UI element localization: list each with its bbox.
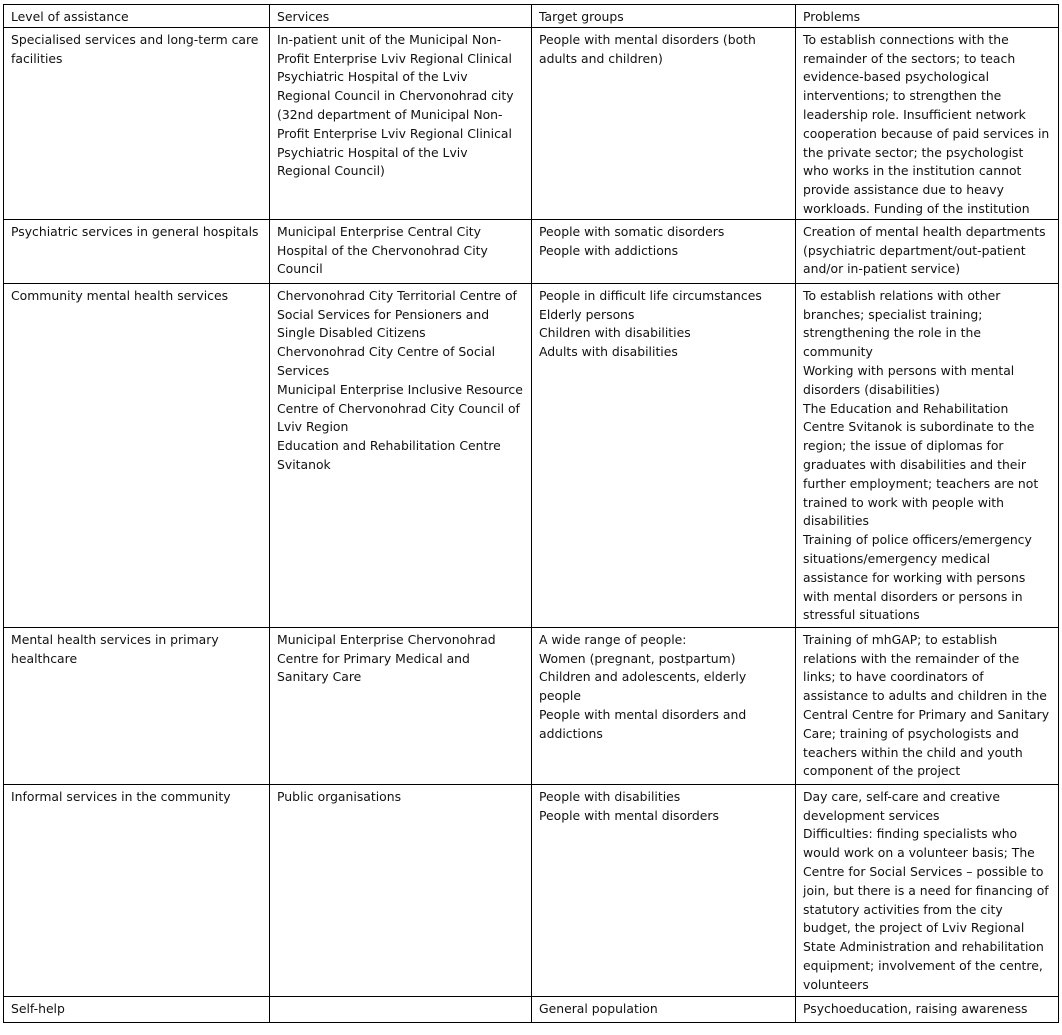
cell-text: Chervonohrad City Centre of Social Services	[277, 344, 496, 378]
cell-text: Training of mhGAP; to establish relations with the remainder of the links; to have coordinators of assistance to adults and children in the Central Centre for Primary and Sanitary Care; training of psychologists and teachers within the child and youth component of the project	[803, 631, 1050, 779]
cell-services	[270, 27, 532, 219]
table-row	[4, 996, 1059, 1022]
cell-services	[270, 627, 532, 784]
cell-target-groups	[532, 283, 796, 627]
cell-target-groups	[532, 627, 796, 784]
table-row	[4, 283, 1059, 627]
cell-level	[4, 627, 270, 784]
cell-text: Difficulties: finding specialists who would work on a volunteer basis; The Centre for Social Services – possible to join, but there is a need for financing of statutory activities from the city budget, the project of Lviv Regional State Administration and rehabilitation equipment; involvement of the centre, volunteers	[803, 826, 1049, 992]
header-level: Level of assistance	[4, 5, 270, 28]
cell-text: Education and Rehabilitation Centre Svitanok	[277, 438, 501, 472]
cell-level	[4, 27, 270, 219]
cell-level	[4, 996, 270, 1022]
cell-services	[270, 283, 532, 627]
cell-text: Municipal Enterprise Inclusive Resource Centre of Chervonohrad City Council of Lviv Region	[277, 381, 523, 435]
cell-text: In-patient unit of the Municipal Non-Profit Enterprise Lviv Regional Clinical Psychiatric Hospital of the Lviv Regional Council in Chervonohrad city (32nd department of Municipal Non-Profit Enterprise Lviv Regional Clinical Psychiatric Hospital of the Lviv Regional Council)	[277, 31, 514, 179]
cell-text: Women (pregnant, postpartum)	[539, 650, 736, 666]
cell-text: People with addictions	[539, 242, 679, 258]
cell-text: Public organisations	[277, 788, 402, 804]
cell-text: A wide range of people:	[539, 631, 687, 647]
cell-text: Chervonohrad City Territorial Centre of Social Services for Pensioners and Single Disabled Citizens	[277, 287, 517, 341]
cell-text: Self-help	[11, 1000, 65, 1016]
cell-problems	[796, 784, 1059, 996]
cell-text: People with somatic disorders	[539, 223, 725, 239]
table-row	[4, 627, 1059, 784]
table-row	[4, 784, 1059, 996]
cell-problems	[796, 627, 1059, 784]
cell-text: Day care, self-care and creative development services	[803, 788, 1000, 823]
cell-text: People with mental disorders and addictions	[539, 706, 747, 741]
cell-text: Children with disabilities	[539, 325, 691, 341]
cell-text: Psychiatric services in general hospitals	[11, 223, 259, 239]
cell-level	[4, 784, 270, 996]
cell-level	[4, 283, 270, 627]
cell-text: Working with persons with mental disorders (disabilities)	[803, 362, 1015, 397]
cell-text: Mental health services in primary healthcare	[11, 631, 219, 666]
cell-text: People with mental disorders (both adults and children)	[539, 31, 756, 66]
cell-text: Municipal Enterprise Chervonohrad Centre for Primary Medical and Sanitary Care	[277, 631, 496, 685]
cell-text: People with disabilities	[539, 788, 681, 804]
cell-text: Elderly persons	[539, 306, 635, 322]
table-row	[4, 27, 1059, 219]
cell-text: Children and adolescents, elderly people	[539, 669, 747, 704]
cell-text: To establish connections with the remainder of the sectors; to teach evidence-based psychological interventions; to strengthen the leadership role. Insufficient network cooperation because of paid services in the private sector; the psychologist who works in the institution cannot provide assistance due to heavy workloads. Funding of the institution	[803, 31, 1050, 216]
header-target-groups: Target groups	[532, 5, 796, 28]
table-row	[4, 219, 1059, 283]
cell-problems	[796, 996, 1059, 1022]
cell-services	[270, 996, 532, 1022]
header-row	[4, 5, 1059, 28]
assistance-table	[3, 4, 1059, 1023]
cell-text: People with mental disorders	[539, 807, 719, 823]
cell-text: Specialised services and long-term care facilities	[11, 31, 259, 66]
cell-text: Training of police officers/emergency situations/emergency medical assistance for working with persons with mental disorders or persons in stressful situations	[803, 532, 1032, 623]
cell-text: Community mental health services	[11, 287, 229, 303]
cell-target-groups	[532, 784, 796, 996]
cell-text: Adults with disabilities	[539, 344, 678, 360]
cell-target-groups	[532, 996, 796, 1022]
cell-text: Psychoeducation, raising awareness	[803, 1000, 1028, 1016]
cell-text: Informal services in the community	[11, 788, 231, 804]
cell-target-groups	[532, 219, 796, 283]
cell-text: To establish relations with other branches; specialist training; strengthening the role in the community	[803, 287, 1001, 360]
header-problems: Problems	[796, 5, 1059, 28]
cell-services	[270, 784, 532, 996]
cell-text: The Education and Rehabilitation Centre Svitanok is subordinate to the region; the issue of diplomas for graduates with disabilities and their further employment; teachers are not trained to work with people with disabilities	[803, 400, 1039, 529]
cell-problems	[796, 27, 1059, 219]
cell-text: Municipal Enterprise Central City Hospital of the Chervonohrad City Council	[277, 223, 488, 277]
cell-level	[4, 219, 270, 283]
cell-text: General population	[539, 1000, 658, 1016]
cell-text: People in difficult life circumstances	[539, 287, 762, 303]
cell-target-groups	[532, 27, 796, 219]
cell-problems	[796, 283, 1059, 627]
cell-problems	[796, 219, 1059, 283]
header-services: Services	[270, 5, 532, 28]
cell-services	[270, 219, 532, 283]
cell-text: Creation of mental health departments (psychiatric department/out-patient and/or in-patient service)	[803, 223, 1046, 277]
